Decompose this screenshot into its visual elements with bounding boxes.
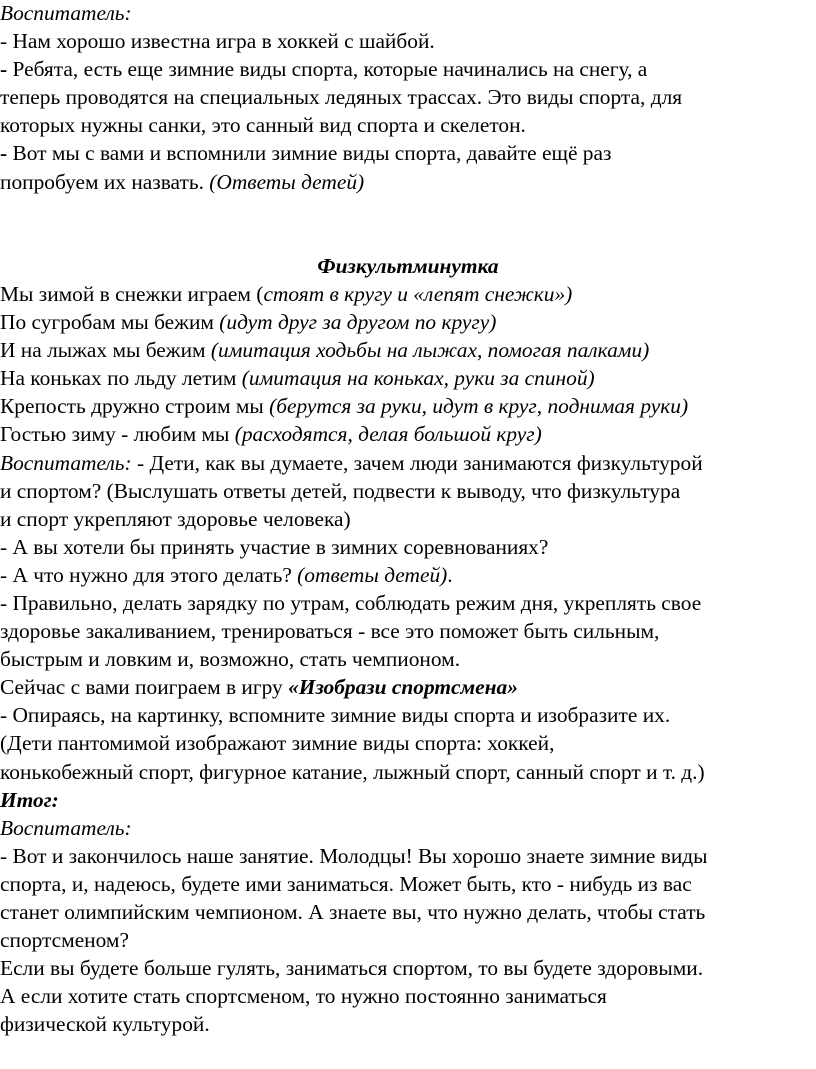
text-line: и спорт укрепляют здоровье человека) xyxy=(0,506,351,531)
text-line: быстрым и ловким и, возможно, стать чемпионом. xyxy=(0,647,461,672)
italic-note: (имитация ходьбы на лыжах, помогая палками) xyxy=(210,338,650,363)
text-line: и спортом? (Выслушать ответы детей, подвести к выводу, что физкультура xyxy=(0,478,681,503)
text-line: - Нам хорошо известна игра в хоккей с шайбой. xyxy=(0,29,435,54)
itog-title: Итог: xyxy=(0,787,59,812)
section-title xyxy=(0,252,816,280)
speaker-label: Воспитатель: xyxy=(0,1,132,25)
text-line: - А вы хотели бы принять участие в зимних соревнованиях? xyxy=(0,534,549,559)
text-span: попробуем их назвать. xyxy=(0,169,210,194)
text-line: конькобежный спорт, фигурное катание, лыжный спорт, санный спорт и т. д.) xyxy=(0,759,705,784)
text-line: физической культурой. xyxy=(0,1012,210,1037)
section-title xyxy=(0,786,816,814)
text-span: - А что нужно для этого делать? xyxy=(0,562,298,587)
text-line xyxy=(0,55,816,83)
text-line: - Правильно, делать зарядку по утрам, соблюдать режим дня, укреплять свое xyxy=(0,590,702,615)
text-line xyxy=(0,139,816,167)
text-line: - Опираясь, на картинку, вспомните зимние виды спорта и изобразите их. xyxy=(0,703,671,728)
text-span: Ребята, есть еще зимние виды спорта, которые начинались на снегу, а xyxy=(7,57,648,82)
rhyme-line xyxy=(0,280,816,308)
text-line xyxy=(0,168,816,196)
dash: - xyxy=(0,141,8,166)
game-title: «Изобрази спортсмена» xyxy=(288,675,518,700)
text-span: Вот мы с вами и вспомнили зимние виды спорта, давайте ещё раз xyxy=(7,141,612,166)
italic-note: (идут друг за другом по кругу) xyxy=(219,310,497,335)
text-line xyxy=(0,0,816,27)
text-line: - Вот и закончилось наше занятие. Молодцы! Вы хорошо знаете зимние виды xyxy=(0,843,708,868)
text-line: станет олимпийским чемпионом. А знаете вы, что нужно делать, чтобы стать xyxy=(0,900,706,924)
fizkult-title: Физкультминутка xyxy=(317,253,499,278)
text-span: Мы зимой в снежки играем ( xyxy=(0,281,264,306)
italic-note: (берутся за руки, идут в круг, поднимая руки) xyxy=(269,394,689,419)
text-line xyxy=(0,814,816,842)
dash: - xyxy=(0,57,8,82)
text-line: спортсменом? xyxy=(0,928,129,953)
text-span: На коньках по льду летим xyxy=(0,366,242,391)
text-span: По сугробам мы бежим xyxy=(0,310,220,335)
text-span: - Дети, как вы думаете, зачем люди занимаются физкультурой xyxy=(131,450,703,475)
italic-note: (имитация на коньках, руки за спиной) xyxy=(241,366,595,391)
text-line: А если хотите стать спортсменом, то нужно постоянно заниматься xyxy=(0,984,607,1009)
italic-note: (расходятся, делая большой круг) xyxy=(234,422,542,447)
speaker-label: Воспитатель: xyxy=(0,450,132,475)
text-span: Гостью зиму - любим мы xyxy=(0,422,235,447)
text-line: Если вы будете больше гулять, заниматься спортом, то вы будете здоровыми. xyxy=(0,956,704,981)
text-span: Крепость дружно строим мы xyxy=(0,394,270,419)
blank-line xyxy=(0,224,816,252)
text-span: . xyxy=(447,562,453,587)
rhyme-line xyxy=(0,392,816,420)
text-line: здоровье закаливанием, тренироваться - все это поможет быть сильным, xyxy=(0,619,660,644)
rhyme-line xyxy=(0,308,816,336)
text-line xyxy=(0,561,816,589)
blank-line xyxy=(0,196,816,224)
italic-note: (Ответы детей) xyxy=(209,169,365,194)
italic-note: (ответы детей) xyxy=(297,562,448,587)
speaker-label: Воспитатель: xyxy=(0,815,132,840)
text-line: спорта, и, надеюсь, будете ими заниматься. Может быть, кто - нибудь из вас xyxy=(0,871,692,896)
rhyme-line xyxy=(0,336,816,364)
text-line: теперь проводятся на специальных ледяных трассах. Это виды спорта, для xyxy=(0,85,683,110)
text-span: И на лыжах мы бежим xyxy=(0,338,211,363)
rhyme-line xyxy=(0,364,816,392)
text-line: (Дети пантомимой изображают зимние виды спорта: хоккей, xyxy=(0,731,555,756)
rhyme-line xyxy=(0,420,816,448)
text-line xyxy=(0,673,816,701)
text-line: которых нужны санки, это санный вид спорта и скелетон. xyxy=(0,113,526,138)
text-span: Сейчас с вами поиграем в игру xyxy=(0,675,289,700)
text-line xyxy=(0,449,816,477)
italic-note: стоят в кругу и «лепят снежки») xyxy=(263,281,573,306)
